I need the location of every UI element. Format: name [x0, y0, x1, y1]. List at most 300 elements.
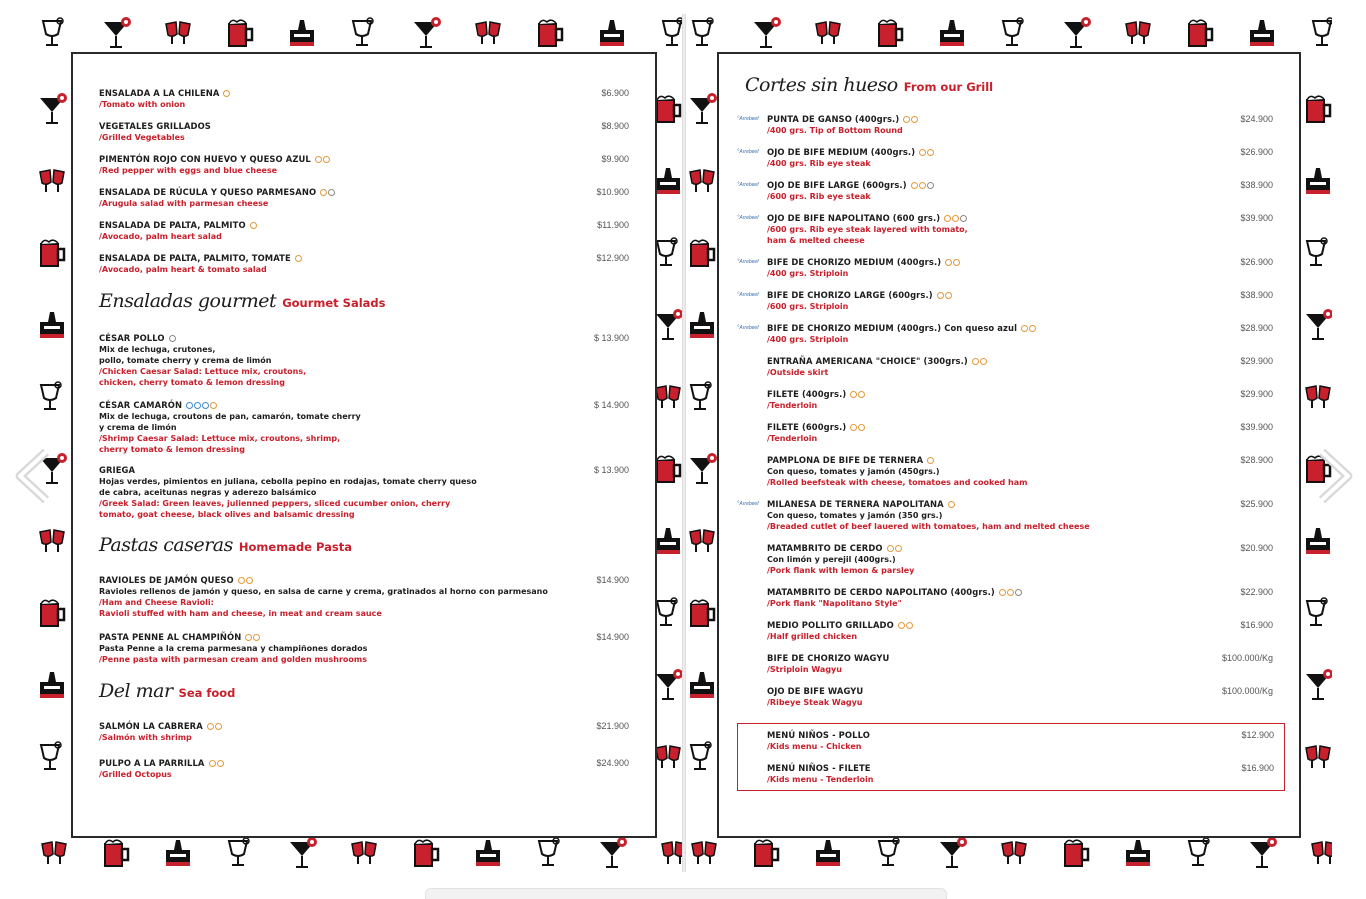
- allergen-icons: [945, 257, 961, 268]
- menu-item: [767, 543, 1273, 576]
- martini-icon: [600, 837, 627, 868]
- allergen-icon: [194, 402, 201, 409]
- menu-item: [767, 686, 1273, 708]
- item-name: [767, 763, 1274, 774]
- section-title: [99, 534, 352, 556]
- item-name: [767, 213, 1273, 224]
- menu-item: [99, 154, 629, 176]
- allergen-icon: [858, 391, 865, 398]
- allergen-icon: [323, 156, 330, 163]
- item-name: [767, 389, 1273, 400]
- item-price: $8.900: [601, 121, 629, 131]
- item-english: /600 grs. Rib eye steak: [767, 192, 871, 201]
- item-name: [99, 154, 629, 165]
- menu-item: [739, 213, 1273, 246]
- allergen-icon: [253, 634, 260, 641]
- allergen-icon: [245, 634, 252, 641]
- item-description: Hojas verdes, pimientos en juliana, cebolla pepino en rodajas, tomate cherry queso: [99, 477, 477, 486]
- item-price: $26.900: [1240, 257, 1273, 267]
- ice-bucket-icon: [600, 20, 624, 46]
- item-price: $ 14.900: [593, 400, 629, 410]
- beer-mug-icon: [755, 840, 778, 866]
- allergen-icon: [1029, 325, 1036, 332]
- allergen-icon: [911, 182, 918, 189]
- allergen-icons: [911, 180, 935, 191]
- allergen-icons: [245, 632, 261, 643]
- wine-glasses-icon: [166, 22, 190, 44]
- menu-item: [767, 653, 1273, 675]
- beer-mug-icon: [41, 600, 64, 626]
- item-name: [99, 400, 629, 411]
- allergen-icons: [250, 220, 258, 231]
- item-name: [99, 220, 629, 231]
- item-english: /Ribeye Steak Wagyu: [767, 698, 863, 707]
- right-page: [686, 14, 1332, 872]
- item-price: $26.900: [1240, 147, 1273, 157]
- allergen-icon: [937, 292, 944, 299]
- item-name: [767, 180, 1273, 191]
- section-title-en: From our Grill: [903, 80, 994, 94]
- item-price: $29.900: [1240, 356, 1273, 366]
- item-name: [767, 257, 1273, 268]
- martini-icon: [656, 669, 682, 700]
- martini-icon: [1306, 669, 1332, 700]
- item-name: [99, 333, 629, 344]
- item-description: Con limón y perejil (400grs.): [767, 555, 896, 564]
- item-english: /Kids menu - Tenderloin: [767, 775, 874, 784]
- item-english: /Avocado, palm heart & tomato salad: [99, 265, 267, 274]
- arrebeef-logo: ° Arrebeef: [737, 213, 759, 224]
- item-english: /Tenderloin: [767, 434, 818, 443]
- allergen-icons: [898, 620, 914, 631]
- item-name-text: MILANESA DE TERNERA NAPOLITANA: [767, 499, 944, 509]
- allergen-icon: [919, 182, 926, 189]
- item-price: $ 13.900: [593, 333, 629, 343]
- item-price: $25.900: [1240, 499, 1273, 509]
- martini-icon: [40, 93, 67, 124]
- item-english: /Grilled Octopus: [99, 770, 172, 779]
- item-price: $100.000/Kg: [1221, 653, 1273, 663]
- item-price: $100.000/Kg: [1221, 686, 1273, 696]
- martini-icon: [104, 17, 131, 48]
- item-price: $38.900: [1240, 180, 1273, 190]
- item-name-text: BIFE DE CHORIZO MEDIUM (400grs.) Con queso azul: [767, 323, 1018, 333]
- item-price: $29.900: [1240, 389, 1273, 399]
- martini-icon: [1306, 309, 1332, 340]
- menu-item: [767, 730, 1274, 752]
- allergen-icon: [911, 116, 918, 123]
- item-name: [99, 121, 629, 132]
- item-english: /400 grs. Striploin: [767, 335, 849, 344]
- section-title-en: Gourmet Salads: [282, 296, 386, 310]
- allergen-icon: [223, 90, 230, 97]
- allergen-icon: [906, 622, 913, 629]
- allergen-icons: [315, 154, 331, 165]
- ice-bucket-icon: [690, 672, 714, 698]
- menu-item: [99, 400, 629, 455]
- martini-icon: [754, 17, 781, 48]
- item-english: tomato, goat cheese, black olives and balsamic dressing: [99, 510, 355, 519]
- allergen-icons: [209, 758, 225, 769]
- right-paper: [717, 52, 1301, 838]
- allergen-icons: [919, 147, 935, 158]
- ice-bucket-icon: [816, 840, 840, 866]
- arrebeef-logo: ° Arrebeef: [737, 290, 759, 301]
- allergen-icons: [850, 389, 866, 400]
- item-description: Con queso, tomates y jamón (450grs.): [767, 467, 940, 476]
- item-english: /Grilled Vegetables: [99, 133, 185, 142]
- cocktail-glass-icon: [663, 18, 682, 46]
- menu-item: [99, 632, 629, 665]
- wine-glasses-icon: [690, 530, 714, 552]
- item-name: [767, 543, 1273, 554]
- allergen-icon: [250, 222, 257, 229]
- allergen-icon: [945, 259, 952, 266]
- prev-page-button[interactable]: [12, 446, 52, 506]
- allergen-icon: [850, 391, 857, 398]
- item-price: $6.900: [601, 88, 629, 98]
- allergen-icon: [328, 189, 335, 196]
- allergen-icon: [295, 255, 302, 262]
- martini-icon: [656, 309, 682, 340]
- item-name: [767, 730, 1274, 741]
- item-price: $39.900: [1240, 422, 1273, 432]
- beer-mug-icon: [657, 96, 680, 122]
- item-name: [99, 253, 629, 264]
- wine-glasses-icon: [40, 170, 64, 192]
- wine-glasses-icon: [352, 842, 376, 864]
- menu-item: [767, 455, 1273, 488]
- item-name-text: PIMENTÓN ROJO CON HUEVO Y QUESO AZUL: [99, 154, 311, 164]
- item-english: /Rolled beefsteak with cheese, tomatoes and cooked ham: [767, 478, 1028, 487]
- martini-icon: [1064, 17, 1091, 48]
- ice-bucket-icon: [40, 312, 64, 338]
- allergen-icon: [210, 402, 217, 409]
- ice-bucket-icon: [166, 840, 190, 866]
- item-name-text: CÉSAR CAMARÓN: [99, 400, 183, 410]
- menu-item: [767, 620, 1273, 642]
- item-english: /Chicken Caesar Salad: Lettuce mix, croutons,: [99, 367, 307, 376]
- bottom-toolbar-tab[interactable]: [425, 888, 947, 899]
- item-price: $ 13.900: [593, 465, 629, 475]
- allergen-icon: [927, 457, 934, 464]
- martini-icon: [690, 453, 717, 484]
- menu-item: [99, 721, 629, 743]
- item-name: [99, 632, 629, 643]
- menu-item: [739, 180, 1273, 202]
- allergen-icons: [937, 290, 953, 301]
- item-english: /Red pepper with eggs and blue cheese: [99, 166, 278, 175]
- item-name-text: PULPO A LA PARRILLA: [99, 758, 205, 768]
- wine-glasses-icon: [1002, 842, 1026, 864]
- item-name-text: MATAMBRITO DE CERDO NAPOLITANO (400grs.): [767, 587, 995, 597]
- item-name-text: PASTA PENNE AL CHAMPIÑÓN: [99, 632, 242, 642]
- allergen-icon: [999, 589, 1006, 596]
- item-name-text: ENTRAÑA AMERICANA "CHOICE" (300grs.): [767, 356, 968, 366]
- cocktail-glass-icon: [693, 18, 713, 46]
- wine-glasses-icon: [662, 842, 682, 864]
- item-price: $24.900: [596, 758, 629, 768]
- item-english: /600 grs. Striploin: [767, 302, 849, 311]
- allergen-icon: [315, 156, 322, 163]
- item-name: [767, 114, 1273, 125]
- allergen-icon: [217, 760, 224, 767]
- item-english: /Pork flank with lemon & parsley: [767, 566, 915, 575]
- menu-item: [767, 389, 1273, 411]
- item-name: [767, 587, 1273, 598]
- item-price: $20.900: [1240, 543, 1273, 553]
- item-price: $28.900: [1240, 455, 1273, 465]
- allergen-icon: [169, 335, 176, 342]
- section-title: [99, 680, 235, 702]
- wine-glasses-icon: [816, 22, 840, 44]
- item-name-text: SALMÓN LA CABRERA: [99, 721, 203, 731]
- menu-item: [99, 758, 629, 780]
- item-name: [767, 455, 1273, 466]
- cocktail-glass-icon: [353, 18, 373, 46]
- ice-bucket-icon: [1306, 528, 1330, 554]
- item-name-text: BIFE DE CHORIZO LARGE (600grs.): [767, 290, 933, 300]
- item-name: [99, 575, 629, 586]
- wine-glasses-icon: [1306, 386, 1330, 408]
- allergen-icon: [980, 358, 987, 365]
- item-english: cherry tomato & lemon dressing: [99, 445, 245, 454]
- arrebeef-logo: ° Arrebeef: [737, 499, 759, 510]
- cocktail-glass-icon: [43, 18, 63, 46]
- item-name-text: ENSALADA DE PALTA, PALMITO: [99, 220, 246, 230]
- item-price: $28.900: [1240, 323, 1273, 333]
- item-name: [767, 499, 1273, 510]
- item-name-text: ENSALADA DE RÚCULA Y QUESO PARMESANO: [99, 187, 317, 197]
- item-name-text: OJO DE BIFE MEDIUM (400grs.): [767, 147, 916, 157]
- item-name: [767, 653, 1273, 664]
- menu-item: [99, 88, 629, 110]
- section-title: [745, 74, 993, 96]
- item-name-text: OJO DE BIFE WAGYU: [767, 686, 864, 696]
- arrebeef-logo: ° Arrebeef: [737, 257, 759, 268]
- allergen-icons: [186, 400, 218, 411]
- item-english: /400 grs. Striploin: [767, 269, 849, 278]
- cocktail-glass-icon: [1307, 238, 1327, 266]
- item-name: [99, 465, 629, 476]
- item-name-text: RAVIOLES DE JAMÓN QUESO: [99, 575, 234, 585]
- allergen-icon: [215, 723, 222, 730]
- menu-item: [99, 121, 629, 143]
- item-name-text: BIFE DE CHORIZO MEDIUM (400grs.): [767, 257, 942, 267]
- item-english: /Arugula salad with parmesan cheese: [99, 199, 269, 208]
- wine-glasses-icon: [1306, 746, 1330, 768]
- item-price: $21.900: [596, 721, 629, 731]
- menu-item: [99, 253, 629, 275]
- beer-mug-icon: [691, 600, 714, 626]
- item-name: [767, 356, 1273, 367]
- arrebeef-logo: ° Arrebeef: [737, 147, 759, 158]
- item-name: [767, 323, 1273, 334]
- wine-glasses-icon: [42, 842, 66, 864]
- menu-item: [767, 422, 1273, 444]
- section-title-en: Homemade Pasta: [238, 540, 352, 554]
- item-price: $12.900: [596, 253, 629, 263]
- item-name-text: MENÚ NIÑOS - FILETE: [767, 763, 871, 773]
- item-price: $39.900: [1240, 213, 1273, 223]
- section-title: [99, 290, 386, 312]
- allergen-icons: [927, 455, 935, 466]
- menu-item: [739, 257, 1273, 279]
- item-english: /Pork flank "Napolitano Style": [767, 599, 902, 608]
- item-name: [767, 422, 1273, 433]
- menu-item: [99, 575, 629, 619]
- section-title-es: Ensaladas gourmet: [99, 290, 277, 312]
- item-price: $14.900: [596, 632, 629, 642]
- item-english: /Outside skirt: [767, 368, 829, 377]
- menu-item: [767, 587, 1273, 609]
- allergen-icon: [1015, 589, 1022, 596]
- cocktail-glass-icon: [691, 382, 711, 410]
- item-name-text: PUNTA DE GANSO (400grs.): [767, 114, 900, 124]
- item-description: Pasta Penne a la crema parmesana y champiñones dorados: [99, 644, 368, 653]
- item-name-text: FILETE (600grs.): [767, 422, 847, 432]
- menu-item: [767, 763, 1274, 785]
- item-name-text: FILETE (400grs.): [767, 389, 847, 399]
- item-name-text: BIFE DE CHORIZO WAGYU: [767, 653, 890, 663]
- martini-icon: [690, 93, 717, 124]
- allergen-icon: [1007, 589, 1014, 596]
- ice-bucket-icon: [476, 840, 500, 866]
- item-name-text: MENÚ NIÑOS - POLLO: [767, 730, 870, 740]
- item-name: [99, 187, 629, 198]
- allergen-icons: [1021, 323, 1037, 334]
- allergen-icon: [238, 577, 245, 584]
- cocktail-glass-icon: [41, 742, 61, 770]
- cocktail-glass-icon: [1003, 18, 1023, 46]
- item-english: /Avocado, palm heart salad: [99, 232, 222, 241]
- beer-mug-icon: [539, 20, 562, 46]
- item-english: /Kids menu - Chicken: [767, 742, 862, 751]
- beer-mug-icon: [1189, 20, 1212, 46]
- arrebeef-logo: ° Arrebeef: [737, 323, 759, 334]
- item-price: $14.900: [596, 575, 629, 585]
- beer-mug-icon: [1065, 840, 1088, 866]
- allergen-icon: [320, 189, 327, 196]
- allergen-icons: [320, 187, 336, 198]
- item-name: [767, 147, 1273, 158]
- item-name-text: MATAMBRITO DE CERDO: [767, 543, 883, 553]
- ice-bucket-icon: [40, 672, 64, 698]
- allergen-icon: [1021, 325, 1028, 332]
- item-name-text: ENSALADA A LA CHILENA: [99, 88, 220, 98]
- next-page-button[interactable]: [1316, 446, 1356, 506]
- wine-glasses-icon: [656, 386, 680, 408]
- left-page: [36, 14, 682, 872]
- ice-bucket-icon: [1306, 168, 1330, 194]
- section-title-es: Cortes sin hueso: [745, 74, 898, 96]
- menu-item: [99, 465, 629, 520]
- item-price: $10.900: [596, 187, 629, 197]
- kids-menu-box: [737, 723, 1285, 791]
- allergen-icon: [944, 215, 951, 222]
- allergen-icon: [202, 402, 209, 409]
- menu-spread: [36, 14, 1332, 872]
- wine-glasses-icon: [40, 530, 64, 552]
- menu-item: [739, 147, 1273, 169]
- ice-bucket-icon: [656, 168, 680, 194]
- section-title-en: Sea food: [178, 686, 236, 700]
- menu-item: [739, 499, 1273, 532]
- left-paper: [71, 52, 657, 838]
- allergen-icon: [953, 259, 960, 266]
- allergen-icons: [169, 333, 177, 344]
- item-price: $11.900: [597, 220, 629, 230]
- item-english: /Salmón with shrimp: [99, 733, 192, 742]
- item-name-text: OJO DE BIFE NAPOLITANO (600 grs.): [767, 213, 941, 223]
- cocktail-glass-icon: [539, 838, 559, 866]
- beer-mug-icon: [879, 20, 902, 46]
- allergen-icons: [903, 114, 919, 125]
- allergen-icon: [948, 501, 955, 508]
- item-name-text: CÉSAR POLLO: [99, 333, 165, 343]
- cocktail-glass-icon: [657, 598, 677, 626]
- allergen-icon: [903, 116, 910, 123]
- item-price: $16.900: [1241, 763, 1274, 773]
- item-name: [767, 686, 1273, 697]
- ice-bucket-icon: [656, 528, 680, 554]
- item-english: /Breaded cutlet of beef lauered with tomatoes, ham and melted cheese: [767, 522, 1090, 531]
- beer-mug-icon: [229, 20, 252, 46]
- item-price: $9.900: [601, 154, 629, 164]
- allergen-icon: [895, 545, 902, 552]
- item-english: /400 grs. Tip of Bottom Round: [767, 126, 903, 135]
- ice-bucket-icon: [1126, 840, 1150, 866]
- item-name: [767, 620, 1273, 631]
- menu-item: [739, 323, 1273, 345]
- item-description: Con queso, tomates y jamón (350 grs.): [767, 511, 943, 520]
- item-price: $12.900: [1241, 730, 1274, 740]
- allergen-icon: [927, 182, 934, 189]
- item-english: /Striploin Wagyu: [767, 665, 842, 674]
- allergen-icons: [944, 213, 968, 224]
- item-price: $16.900: [1240, 620, 1273, 630]
- item-english: ham & melted cheese: [767, 236, 865, 245]
- beer-mug-icon: [691, 240, 714, 266]
- item-price: $24.900: [1240, 114, 1273, 124]
- menu-item: [767, 356, 1273, 378]
- beer-mug-icon: [41, 240, 64, 266]
- cocktail-glass-icon: [879, 838, 899, 866]
- item-name: [767, 290, 1273, 301]
- allergen-icon: [919, 149, 926, 156]
- allergen-icon: [945, 292, 952, 299]
- prev-arrow-icon: [12, 446, 52, 506]
- item-description: y crema de limón: [99, 423, 177, 432]
- wine-glasses-icon: [1126, 22, 1150, 44]
- allergen-icons: [207, 721, 223, 732]
- allergen-icon: [186, 402, 193, 409]
- allergen-icon: [850, 424, 857, 431]
- ice-bucket-icon: [290, 20, 314, 46]
- item-english: /600 grs. Rib eye steak layered with tomato,: [767, 225, 968, 234]
- allergen-icons: [223, 88, 231, 99]
- item-name: [99, 88, 629, 99]
- item-description: Ravioles rellenos de jamón y queso, en salsa de carne y crema, gratinados al horno con parmesano: [99, 587, 548, 596]
- menu-item: [739, 290, 1273, 312]
- item-english: /Ham and Cheese Ravioli:: [99, 598, 214, 607]
- item-name: [99, 758, 629, 769]
- beer-mug-icon: [415, 840, 438, 866]
- allergen-icon: [927, 149, 934, 156]
- item-english: chicken, cherry tomato & lemon dressing: [99, 378, 285, 387]
- allergen-icon: [898, 622, 905, 629]
- wine-glasses-icon: [476, 22, 500, 44]
